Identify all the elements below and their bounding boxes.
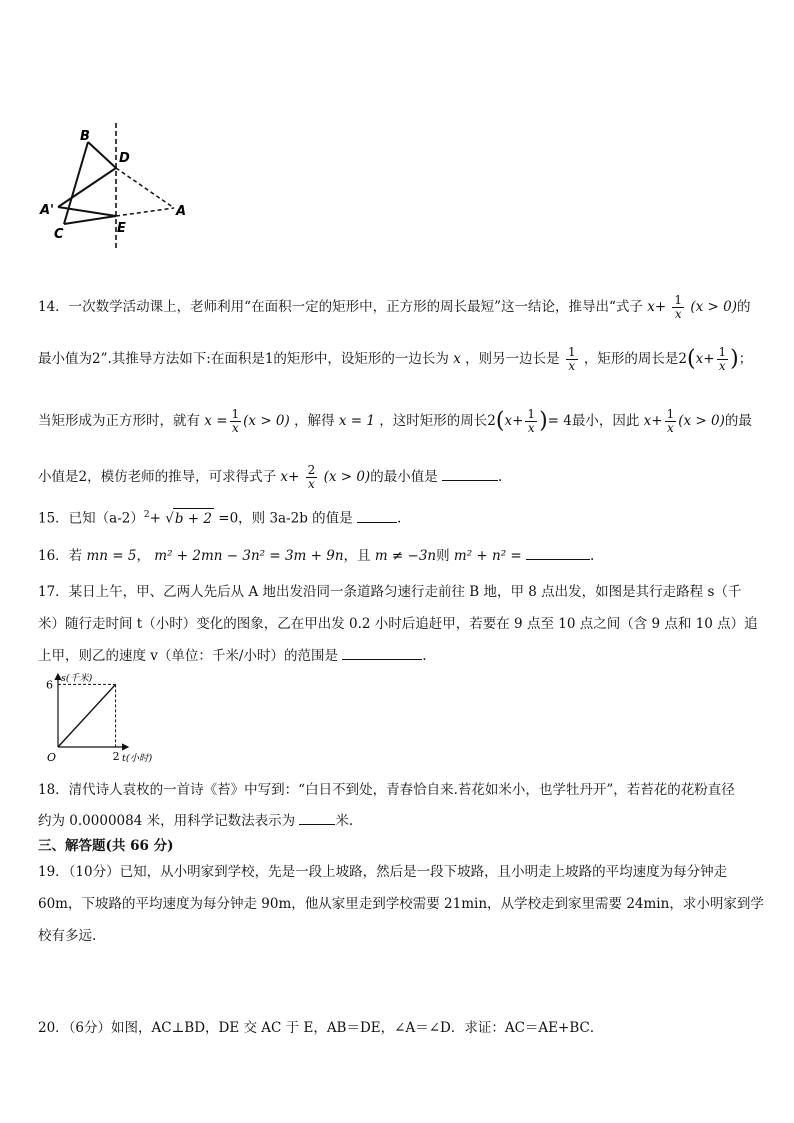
section-heading: 三、解答题(共 66 分) — [38, 838, 174, 854]
distance-time-chart — [38, 670, 168, 770]
fraction: $\frac{1}{x}$ — [231, 407, 240, 435]
fraction: $\frac{1}{x}$ — [674, 293, 683, 321]
fraction: $\frac{1}{x}$ — [666, 407, 675, 435]
q18-line1: 18．清代诗人袁枚的一首诗《苔》中写到：“白日不到处，青春恰自来.苔花如米小，也学牡丹开”，若苔花的花粉直径 — [38, 782, 735, 798]
segment-CE — [64, 216, 116, 224]
fraction: $\frac{1}{x}$ — [527, 407, 536, 435]
q17-line2: 米）随行走时间 t（小时）变化的图象，乙在甲出发 0.2 小时后追赶甲，若要在 9 点至 10 点之间（含 9 点和 10 点）追 — [38, 616, 758, 632]
segment-EA — [116, 208, 174, 216]
fraction: $\frac{1}{x}$ — [567, 345, 576, 373]
q19-line3: 校有多远. — [38, 928, 97, 944]
segment-A1D — [58, 168, 116, 207]
q19-line2: 60m，下坡路的平均速度为每分钟走 90m，他从家里走到学校需要 21min，从学校走到家里需要 24min，求小明家到学 — [38, 896, 764, 912]
q14-line1: 14．一次数学活动课上，老师利用“在面积一定的矩形中，正方形的周长最短”这一结论，推导出“式子 x+ $\frac{1}{x}$ (x > 0)的 — [38, 293, 751, 321]
q19-line1: 19．（10分）已知，从小明家到学校，先是一段上坡路，然后是一段下坡路，且小明走上坡路的平均速度为每分钟走 — [38, 864, 728, 880]
label-D: D — [119, 151, 130, 166]
q17-line3: 上甲，则乙的速度 v（单位：千米/小时）的范围是 . — [38, 645, 427, 666]
origin-label: O — [47, 751, 57, 764]
q17-line1: 17．某日上午，甲、乙两人先后从 A 地出发沿同一条道路匀速行走前往 B 地，甲 8 点出发，如图是其行走路程 s（千 — [38, 584, 742, 600]
answer-blank[interactable] — [299, 810, 335, 825]
q14-line3: 当矩形成为正方形时，就有 x = $\frac{1}{x}$ (x > 0) ，解得 x = 1 ，这时矩形的周长2(x+ $\frac{1}{x}$ )= 4最小，因此 x+ $\frac{1}{x}$ (x > 0)的最 — [38, 407, 752, 435]
fraction: $\frac{1}{x}$ — [718, 345, 727, 373]
label-A-prime: A' — [40, 203, 55, 218]
q16-line: 16．若 mn = 5， m² + 2mn − 3n² = 3m + 9n，且 m ≠ −3n则 m² + n² = . — [38, 545, 594, 566]
q18-line2: 约为 0.0000084 米，用科学记数法表示为 米. — [38, 810, 353, 831]
series-line — [58, 684, 116, 747]
q15-line: 15．已知$(a-2)^2+ √b + 2 =0$，则 3a-2b 的值是 . — [38, 505, 401, 529]
label-B: B — [80, 129, 90, 144]
x-tick-label: 2 — [112, 750, 120, 763]
segment-DA — [116, 168, 174, 208]
y-axis-label: s(千米) — [61, 673, 93, 684]
label-C: C — [54, 227, 64, 242]
label-A: A — [176, 204, 187, 219]
q20-line1: 20．（6分）如图，AC⊥BD，DE 交 AC 于 E，AB＝DE，∠A＝∠D．求证：AC＝AE+BC． — [38, 1020, 604, 1036]
answer-blank[interactable] — [342, 645, 422, 660]
answer-blank[interactable] — [442, 466, 498, 481]
segment-BD — [88, 142, 116, 168]
y-tick-label: 6 — [46, 678, 53, 692]
answer-blank[interactable] — [526, 545, 590, 560]
label-E: E — [117, 221, 126, 236]
geometry-figure — [38, 118, 198, 253]
answer-blank[interactable] — [357, 508, 397, 523]
q14-line2: 最小值为2”.其推导方法如下:在面积是1的矩形中，设矩形的一边长为 x ，则另一边长是 $\frac{1}{x}$ ，矩形的周长是2(x+ $\frac{1}{x}$ )； — [38, 345, 753, 373]
q14-line4: 小值是2，模仿老师的推导，可求得式子 x+ $\frac{2}{x}$ (x > 0)的最小值是 . — [38, 463, 503, 491]
sqrt-sign: √ — [165, 510, 174, 527]
fraction: $\frac{2}{x}$ — [307, 463, 316, 491]
x-axis-label: t(小时) — [122, 753, 153, 764]
